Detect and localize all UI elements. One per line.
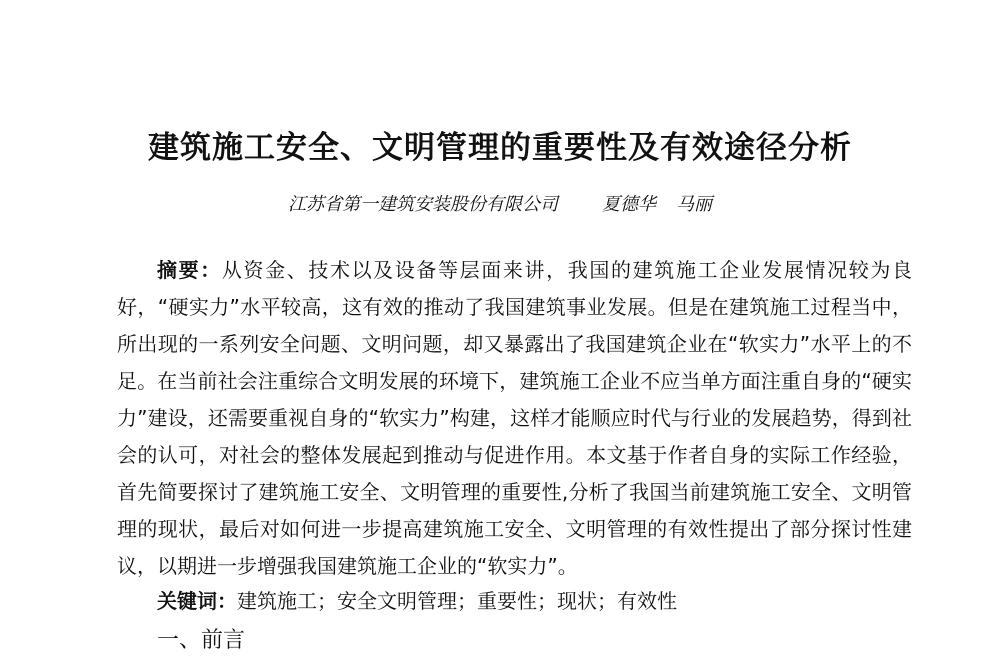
document-title: 建筑施工安全、文明管理的重要性及有效途径分析 bbox=[148, 130, 852, 166]
abstract-paragraph bbox=[117, 252, 912, 585]
author-name: 马丽 bbox=[676, 194, 712, 215]
byline bbox=[0, 192, 1000, 218]
keywords-text: 建筑施工；安全文明管理；重要性；现状；有效性 bbox=[237, 589, 677, 613]
author-name: 夏德华 bbox=[602, 194, 656, 215]
author-organization: 江苏省第一建筑安装股份有限公司 bbox=[288, 194, 558, 215]
keywords-line bbox=[157, 586, 677, 616]
keywords-label: 关键词： bbox=[157, 589, 237, 613]
section-heading: 一、前言 bbox=[157, 628, 246, 653]
abstract-label: 摘要： bbox=[157, 258, 222, 282]
abstract-text: 从资金、技术以及设备等层面来讲，我国的建筑施工企业发展情况较为良好，“硬实力”水平较高，这有效的推动了我国建筑事业发展。但是在建筑施工过程当中，所出现的一系列安全问题、文明问题，却又暴露出了我国建筑企业在“软实力”水平上的不足。在当前社会注重综合文明发展的环境下，建筑施工企业不应当单方面注重自身的“硬实力”建设，还需要重视自身的“软实力”构建，这样才能顺应时代与行业的发展趋势，得到社会的认可，对社会的整体发展起到推动与促进作用。本文基于作者自身的实际工作经验，首先简要探讨了建筑施工安全、文明管理的重要性,分析了我国当前建筑施工安全、文明管理的现状，最后对如何进一步提高建筑施工安全、文明管理的有效性提出了部分探讨性建议，以期进一步增强我国建筑施工企业的“软实力”。 bbox=[117, 258, 913, 578]
